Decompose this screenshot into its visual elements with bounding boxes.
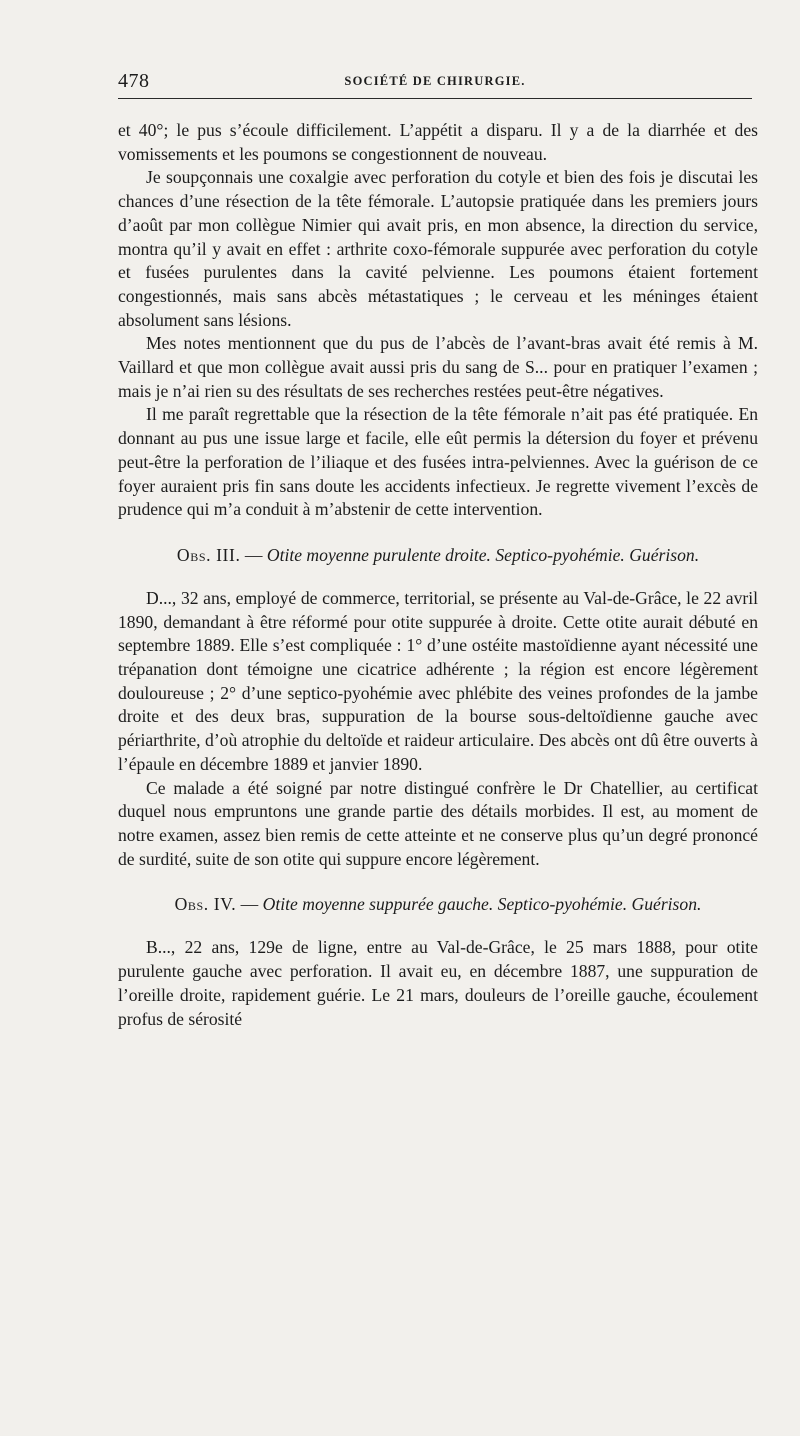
paragraph-coxalgie: Je soupçonnais une coxalgie avec perforation du cotyle et bien des fois je discutai les chances d’une résection de la tête fémorale. L’autopsie pratiquée dans les premiers jours d’août par mon collègue Nimier qui avait pris, en mon absence, la direction du service, montra qu’il y avait en effet : arthrite coxo-fémorale suppurée avec perforation du cotyle et fusées purulentes dans la cavité pelvienne. Les poumons étaient fortement congestionnés, mais sans abcès métastatiques ; le cerveau et les méninges étaient absolument sans lésions. [118, 167, 758, 330]
obs-4-dash: — [236, 894, 263, 915]
obs-3-paragraph-1: D..., 32 ans, employé de commerce, territorial, se présente au Val-de-Grâce, le 22 avril 1890, demandant à être réformé pour otite suppurée à droite. Cette otite aurait débuté en septembre 1889. Elle s’est compliquée : 1° d’une ostéite mastoïdienne ayant nécessité une trépanation dont témoigne une cicatrice adhérente ; la région est encore légèrement douloureuse ; 2° d’une septico-pyohémie avec phlébite des veines profondes de la jambe droite et des deux bras, suppuration de la bourse sous-deltoïdienne gauche avec périarthrite, d’où atrophie du deltoïde et raideur articulaire. Des abcès ont dû être ouverts à l’épaule en décembre 1889 et janvier 1890. [118, 587, 758, 774]
running-head [118, 70, 752, 94]
body-text [118, 119, 758, 1031]
obs-3-label: Obs. III. [176, 544, 241, 565]
header-rule [118, 98, 752, 99]
page-number: 478 [118, 70, 150, 92]
obs-3-dash: — [240, 544, 267, 565]
paragraph-continuation: et 40°; le pus s’écoule difficilement. L’appétit a disparu. Il y a de la diarrhée et des vomissements et les poumons se congestionnent de nouveau. [118, 120, 758, 164]
obs-3-title: Otite moyenne purulente droite. Septico-pyohémie. Guérison. [266, 544, 700, 565]
paragraph-regret: Il me paraît regrettable que la résection de la tête fémorale n’ait pas été pratiquée. En donnant au pus une issue large et facile, elle eût permis la détersion du foyer et prévenu peut-être la perforation de l’iliaque et des fusées intra-pelviennes. Avec la guérison de ce foyer auraient pris fin sans doute les accidents infectieux. Je regrette vivement l’excès de prudence qui m’a conduit à m’abstenir de cette intervention. [118, 404, 758, 520]
obs-3-paragraph-2: Ce malade a été soigné par notre distingué confrère le Dr Chatellier, au certificat duquel nous empruntons une grande partie des détails morbides. Il est, au moment de notre examen, assez bien remis de cette atteinte et ne conserve plus qu’un degré prononcé de surdité, suite de son otite qui suppure encore légèrement. [118, 777, 758, 869]
obs-4-label: Obs. IV. [174, 894, 237, 915]
obs-4-heading [118, 893, 758, 916]
obs-3-heading [118, 544, 758, 567]
obs-4-paragraph-1: B..., 22 ans, 129e de ligne, entre au Val-de-Grâce, le 25 mars 1888, pour otite purulente gauche avec perforation. Il avait eu, en décembre 1887, une suppuration de l’oreille droite, rapidement guérie. Le 21 mars, douleurs de l’oreille gauche, écoulement profus de sérosité [118, 937, 758, 1029]
paragraph-notes: Mes notes mentionnent que du pus de l’abcès de l’avant-bras avait été remis à M. Vaillard et que mon collègue avait aussi pris du sang de S... pour en pratiquer l’examen ; mais je n’ai rien su des résultats de ses recherches restées peut-être négatives. [118, 333, 758, 401]
running-title: SOCIÉTÉ DE CHIRURGIE. [344, 74, 526, 88]
obs-4-title: Otite moyenne suppurée gauche. Septico-pyohémie. Guérison. [262, 894, 702, 915]
